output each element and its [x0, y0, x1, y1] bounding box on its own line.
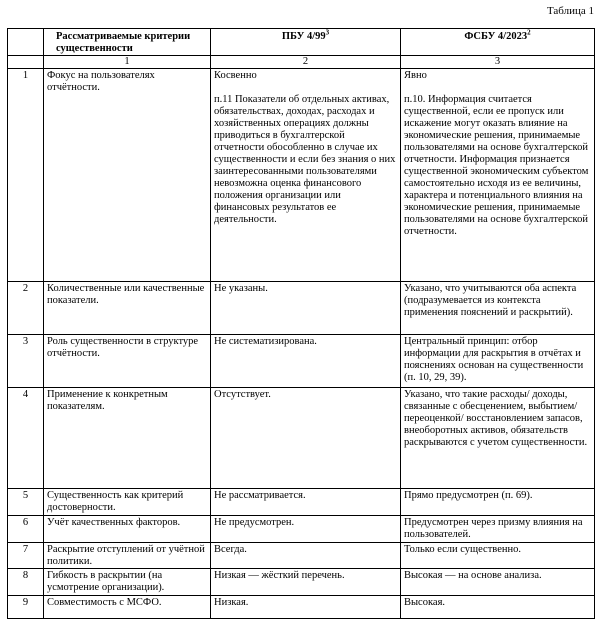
pbu-cell [211, 282, 401, 335]
pbu-paragraph: Не рассматривается. [214, 490, 306, 501]
criterion-cell: Применение к конкретным показателям. [44, 388, 211, 489]
pbu-paragraph: Не указаны. [214, 283, 268, 294]
column-number: 1 [44, 56, 211, 69]
table-row [8, 596, 595, 619]
pbu-paragraph: Не систематизирована. [214, 336, 317, 347]
criterion-cell: Фокус на пользователях отчётности. [44, 69, 211, 282]
fsbu-paragraph: Только если существенно. [404, 544, 521, 555]
header-number-cell [8, 29, 44, 56]
table-row [8, 388, 595, 489]
fsbu-cell [401, 335, 595, 388]
row-number: 5 [8, 489, 44, 516]
header-pbu: ПБУ $4/99^3$ [211, 29, 401, 56]
fsbu-paragraph: п.10. Информация считается существенной, если ее пропуск или искажение могут оказать влияние на экономические решения, принимаемые пользователями на основе бухгалтерской отчетности. Информация признается существенной экономическим субъектом самостоятельно исходя из ее величины, характера и потенциального влияния на экономические решения, принимаемые пользователями на основе бухгалтерской отчетности. [404, 94, 589, 237]
row-number: 8 [8, 569, 44, 596]
criterion-cell: Количественные или качественные показатели. [44, 282, 211, 335]
fsbu-cell [401, 596, 595, 619]
row-number: 1 [8, 69, 44, 282]
table-row [8, 69, 595, 282]
criterion-cell: Существенность как критерий достоверности. [44, 489, 211, 516]
criterion-cell: Раскрытие отступлений от учётной политики. [44, 543, 211, 569]
table-row [8, 282, 595, 335]
row-number: 7 [8, 543, 44, 569]
fsbu-cell [401, 388, 595, 489]
header-row [8, 29, 595, 56]
fsbu-paragraph: Указано, что такие расходы/ доходы, связанные с обесценением, выбытием/ переоценкой/ восстановлением запасов, внеоборотных активов, обязательств раскрываются с учетом существенности. [404, 389, 588, 448]
pbu-cell [211, 543, 401, 569]
fsbu-paragraph: Высокая. [404, 597, 446, 608]
pbu-cell [211, 516, 401, 543]
pbu-cell [211, 569, 401, 596]
fsbu-cell [401, 282, 595, 335]
fsbu-paragraph: Прямо предусмотрен (п. 69). [404, 490, 533, 501]
column-number: 2 [211, 56, 401, 69]
criterion-cell: Роль существенности в структуре отчётности. [44, 335, 211, 388]
fsbu-cell [401, 569, 595, 596]
fsbu-cell [401, 69, 595, 282]
fsbu-cell [401, 516, 595, 543]
pbu-cell [211, 388, 401, 489]
row-number: 3 [8, 335, 44, 388]
row-number: 2 [8, 282, 44, 335]
column-number-row [8, 56, 595, 69]
comparison-table [7, 28, 595, 619]
table-row [8, 543, 595, 569]
row-number: 9 [8, 596, 44, 619]
fsbu-cell [401, 543, 595, 569]
pbu-paragraph: Всегда. [214, 544, 247, 555]
pbu-paragraph: Косвенно [214, 70, 257, 81]
pbu-cell [211, 69, 401, 282]
criterion-cell: Совместимость с МСФО. [44, 596, 211, 619]
fsbu-paragraph: Явно [404, 70, 427, 81]
row-number: 6 [8, 516, 44, 543]
table-caption: Таблица 1 [546, 5, 594, 17]
pbu-paragraph: Низкая. [214, 597, 249, 608]
fsbu-paragraph: Высокая — на основе анализа. [404, 570, 542, 581]
criterion-cell: Учёт качественных факторов. [44, 516, 211, 543]
fsbu-paragraph: Указано, что учитываются оба аспекта (подразумевается из контекста применения пояснений и раскрытий). [404, 283, 577, 318]
pbu-cell [211, 596, 401, 619]
table-row [8, 489, 595, 516]
pbu-paragraph: Низкая — жёсткий перечень. [214, 570, 345, 581]
fsbu-paragraph: Центральный принцип: отбор информации для раскрытия в отчётах и пояснениях основан на существенности (п. 10, 29, 39). [404, 336, 584, 383]
criterion-cell: Гибкость в раскрытии (на усмотрение организации). [44, 569, 211, 596]
fsbu-paragraph: Предусмотрен через призму влияния на пользователей. [404, 517, 583, 540]
table-row [8, 335, 595, 388]
pbu-paragraph: Отсутствует. [214, 389, 271, 400]
pbu-paragraph: Не предусмотрен. [214, 517, 295, 528]
table-row [8, 569, 595, 596]
column-number-empty [8, 56, 44, 69]
fsbu-cell [401, 489, 595, 516]
pbu-cell [211, 335, 401, 388]
row-number: 4 [8, 388, 44, 489]
pbu-cell [211, 489, 401, 516]
header-fsbu: ФСБУ 4/2023$^2$ [401, 29, 595, 56]
header-criteria: Рассматриваемые критерии существенности [44, 29, 211, 56]
table-row [8, 516, 595, 543]
pbu-paragraph: п.11 Показатели об отдельных активах, обязательствах, доходах, расходах и хозяйственных операциях должны приводиться в бухгалтерской отчетности обособленно в случае их существенности и если без знания о них заинтересованными пользователями невозможна оценка финансового положения организации или финансовых результатов ее деятельности. [214, 94, 396, 225]
column-number: 3 [401, 56, 595, 69]
